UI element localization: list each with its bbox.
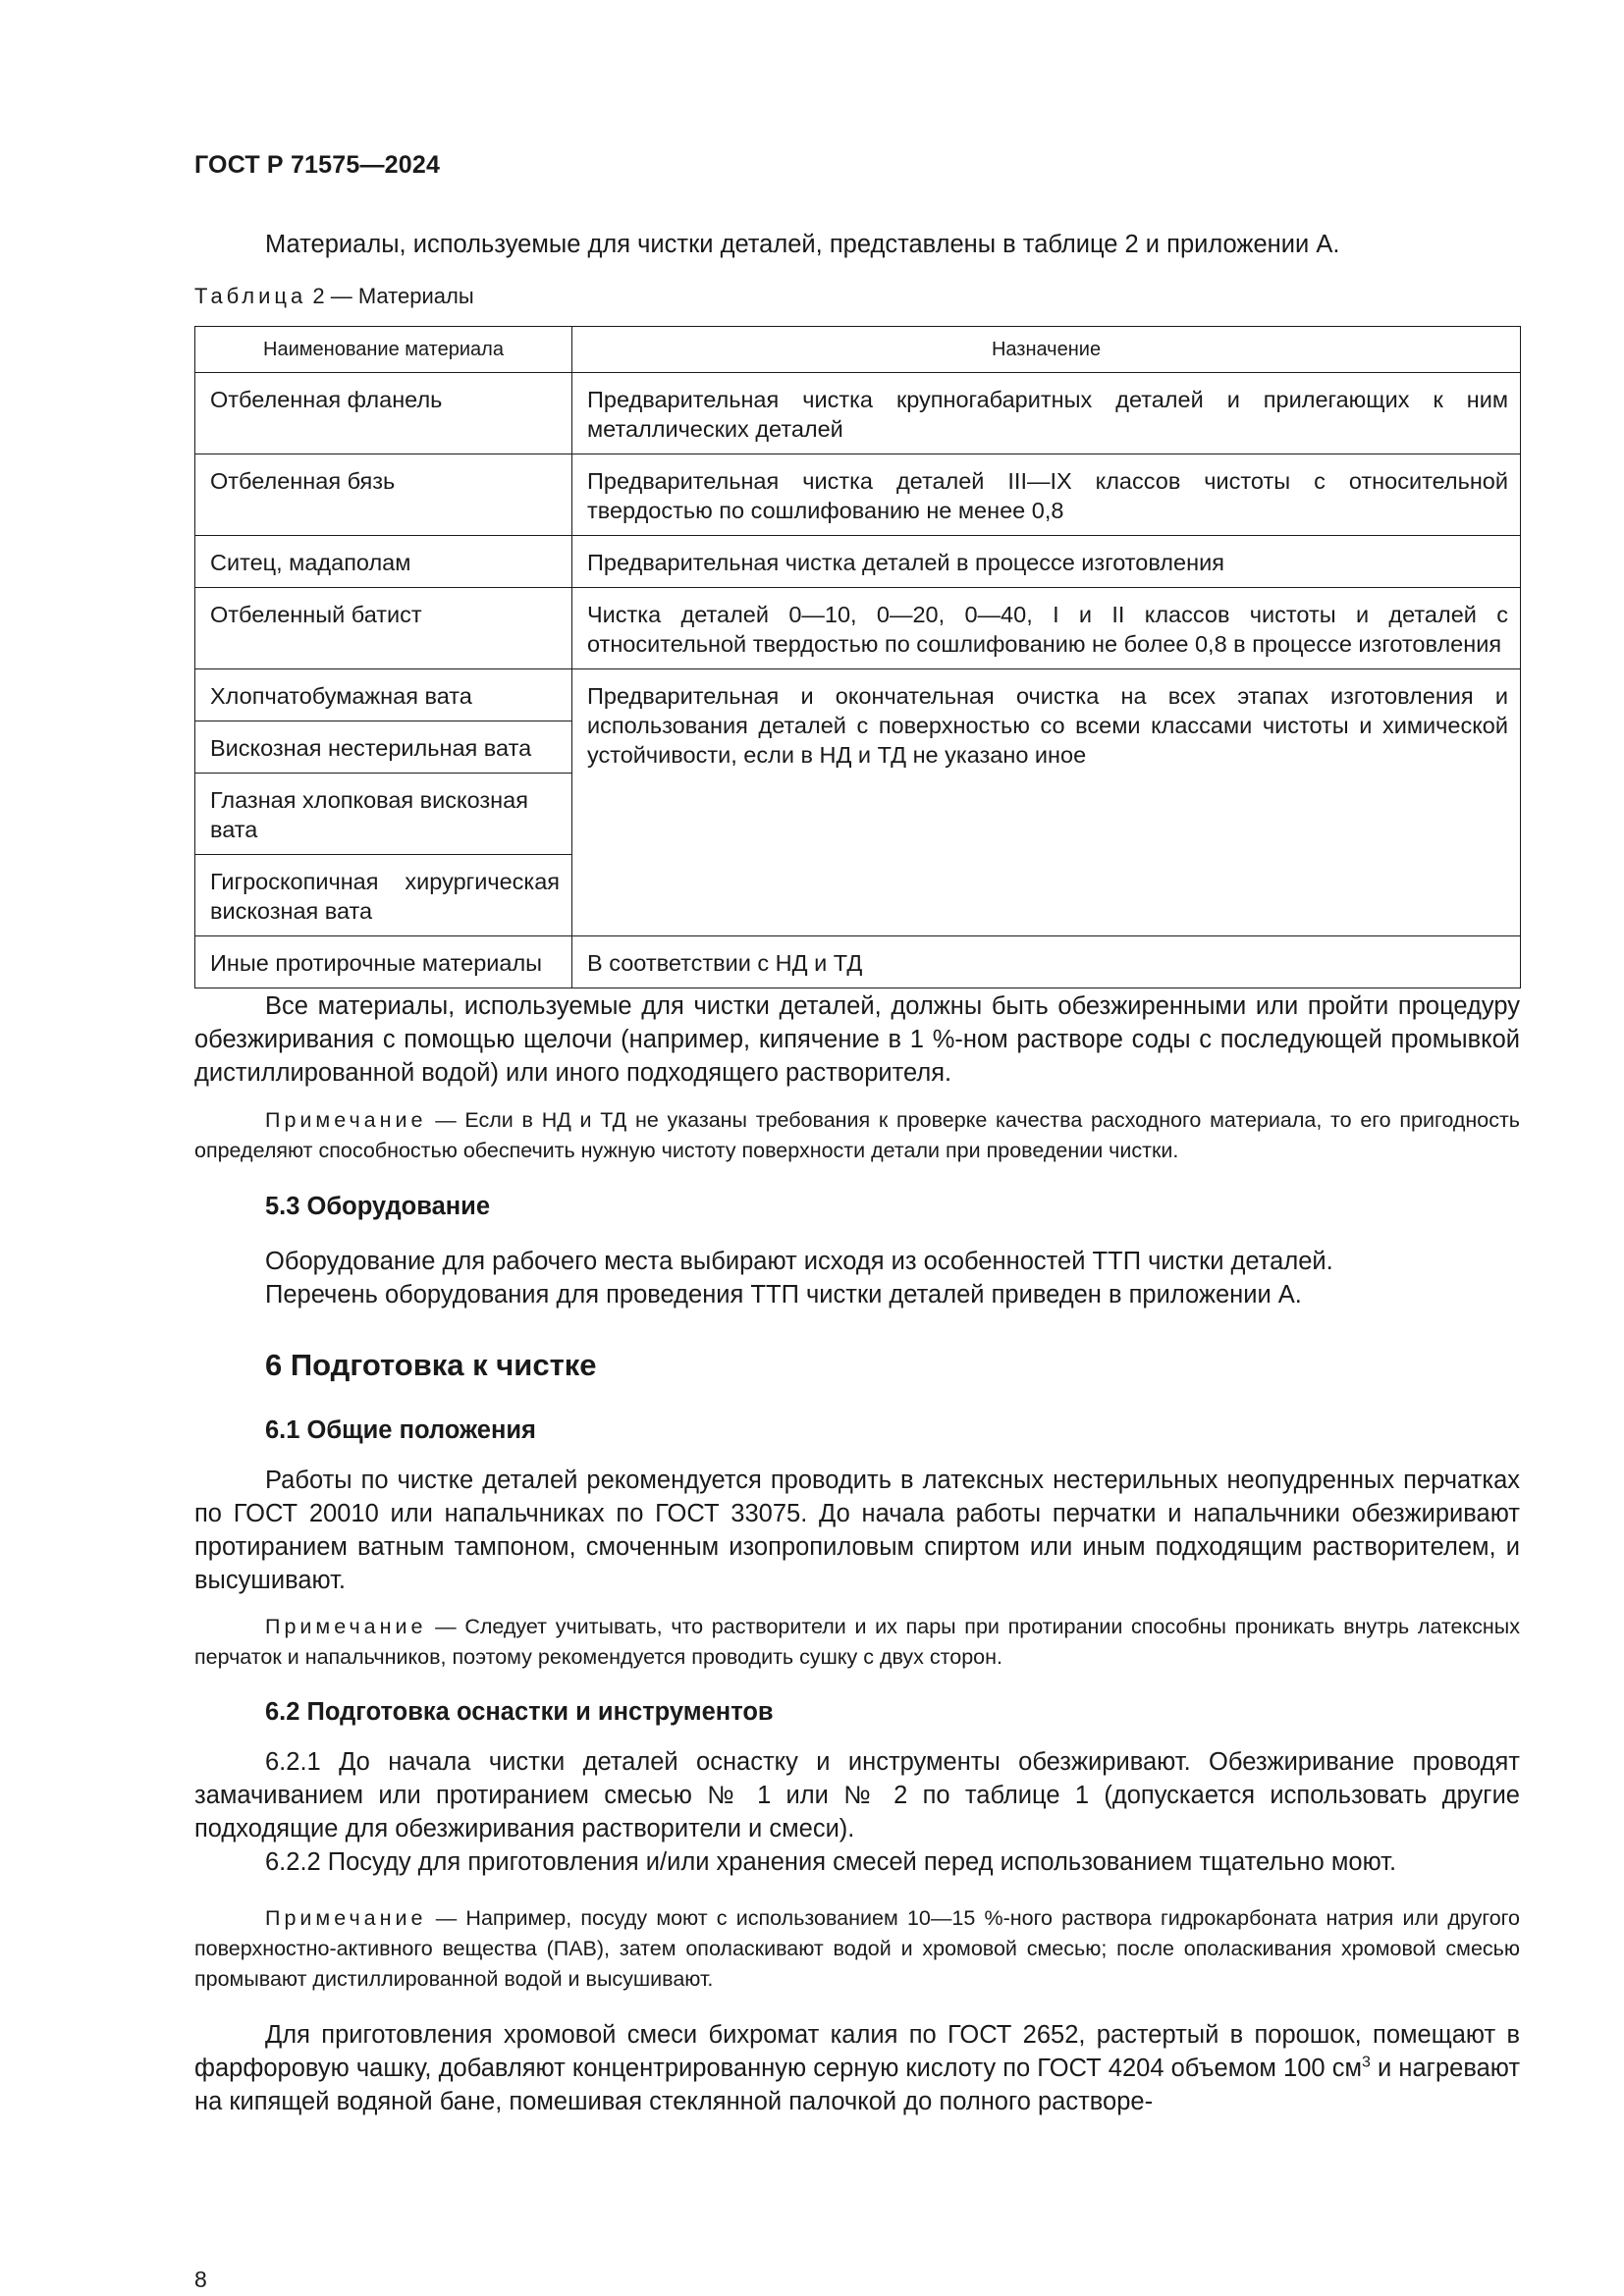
section-5-3-heading: 5.3 Оборудование	[265, 1193, 491, 1220]
section-6-1-paragraph: Работы по чистке деталей рекомендуется проводить в латексных нестерильных неопудренных перчатках по ГОСТ 20010 или напальчниках по ГОСТ 33075. До начала работы перчатки и напальчники обезжиривают протиранием ватным тампоном, смоченным изопропиловым спиртом или иным подходящим растворителем, и высушивают.	[194, 1467, 1520, 1594]
table-row	[195, 669, 1521, 721]
table-caption	[194, 284, 1520, 309]
material-name-cell: Отбеленная фланель	[195, 373, 572, 454]
material-name-cell: Ситец, мадаполам	[195, 536, 572, 588]
note-materials	[194, 1105, 1520, 1166]
note-text: — Например, посуду моют с использованием 10—15 %-ного раствора гидрокарбоната натрия или другого поверхностно-активного вещества (ПАВ), затем ополаскивают водой и хромовой смесью; после ополаскивания хромовой смесью промывают дистиллированной водой и высушивают.	[194, 1906, 1520, 1991]
note-label: Примечание	[265, 1906, 427, 1930]
table-row	[195, 588, 1521, 669]
material-name-cell: Отбеленная бязь	[195, 454, 572, 536]
note-label: Примечание	[265, 1615, 427, 1638]
material-purpose-cell: Предварительная и окончательная очистка на всех этапах изготовления и использования деталей с поверхностью со всеми классами чистоты и химической устойчивости, если в НД и ТД не указано иное	[572, 669, 1521, 936]
note-gloves	[194, 1612, 1520, 1673]
table-header-row	[195, 327, 1521, 373]
chrome-mixture-paragraph	[194, 2018, 1520, 2118]
materials-degreasing-paragraph: Все материалы, используемые для чистки деталей, должны быть обезжиренными или пройти процедуру обезжиривания с помощью щелочи (например, кипячение в 1 %-ном растворе соды с последующей промывкой дистиллированной водой) или иного подходящего растворителя.	[194, 992, 1520, 1087]
table-caption-label: Таблица	[194, 284, 307, 308]
superscript-3: 3	[1362, 2054, 1371, 2071]
material-name-cell: Иные протирочные материалы	[195, 936, 572, 988]
material-purpose-cell: Предварительная чистка деталей в процессе изготовления	[572, 536, 1521, 588]
chrome-text-start: Для приготовления хромовой смеси бихромат калия по ГОСТ 2652, растертый в порошок, помещают в фарфоровую чашку, добавляют концентрированную серную кислоту по ГОСТ 4204 объемом 100 см	[194, 2021, 1520, 2082]
header-purpose: Назначение	[572, 327, 1521, 373]
section-6-1-heading: 6.1 Общие положения	[265, 1416, 536, 1444]
material-name-cell: Гигроскопичная хирургическая вискозная вата	[195, 855, 572, 936]
table-row	[195, 454, 1521, 536]
table-row	[195, 373, 1521, 454]
materials-table	[194, 326, 1521, 988]
section-6-heading: 6 Подготовка к чистке	[265, 1348, 597, 1382]
section-5-3-line-2: Перечень оборудования для проведения ТТП чистки деталей приведен в приложении А.	[265, 1281, 1302, 1308]
note-text: — Следует учитывать, что растворители и их пары при протирании способны проникать внутрь латексных перчаток и напальчников, поэтому рекомендуется проводить сушку с двух сторон.	[194, 1615, 1520, 1669]
material-name-cell: Отбеленный батист	[195, 588, 572, 669]
note-label: Примечание	[265, 1108, 427, 1132]
material-purpose-cell: В соответствии с НД и ТД	[572, 936, 1521, 988]
section-5-3-line-1: Оборудование для рабочего места выбирают исходя из особенностей ТТП чистки деталей.	[265, 1248, 1333, 1275]
header-material-name: Наименование материала	[195, 327, 572, 373]
chrome-text-end: и нагревают на кипящей водяной бане, помешивая стеклянной палочкой до полного растворе-	[194, 2055, 1521, 2115]
material-purpose-cell: Чистка деталей 0—10, 0—20, 0—40, I и II классов чистоты и деталей с относительной твердостью по сошлифованию не более 0,8 в процессе изготовления	[572, 588, 1521, 669]
material-purpose-cell: Предварительная чистка крупногабаритных деталей и прилегающих к ним металлических деталей	[572, 373, 1521, 454]
note-text: — Если в НД и ТД не указаны требования к проверке качества расходного материала, то его пригодность определяют способностью обеспечить нужную чистоту поверхности детали при проведении чистки.	[194, 1108, 1520, 1162]
material-purpose-cell: Предварительная чистка деталей III—IX классов чистоты с относительной твердостью по сошлифованию не менее 0,8	[572, 454, 1521, 536]
material-name-cell: Хлопчатобумажная вата	[195, 669, 572, 721]
note-dishwashing	[194, 1903, 1520, 1995]
material-name-cell: Вискозная нестерильная вата	[195, 721, 572, 774]
material-name-cell: Глазная хлопковая вискозная вата	[195, 774, 572, 855]
paragraph-6-2-1: 6.2.1 До начала чистки деталей оснастку и инструменты обезжиривают. Обезжиривание проводят замачиванием или протиранием смесью № 1 или № 2 по таблице 1 (допускается использовать другие подходящие для обезжиривания растворители и смеси).	[194, 1748, 1520, 1842]
page-number: 8	[194, 2267, 207, 2292]
section-6-2-heading: 6.2 Подготовка оснастки и инструментов	[265, 1698, 774, 1726]
table-row	[195, 536, 1521, 588]
document-header: ГОСТ Р 71575—2024	[194, 151, 441, 179]
table-caption-text: 2 — Материалы	[312, 284, 474, 308]
intro-paragraph: Материалы, используемые для чистки деталей, представлены в таблице 2 и приложении А.	[265, 231, 1340, 258]
paragraph-6-2-2: 6.2.2 Посуду для приготовления и/или хранения смесей перед использованием тщательно моют.	[265, 1848, 1397, 1876]
table-row	[195, 936, 1521, 988]
